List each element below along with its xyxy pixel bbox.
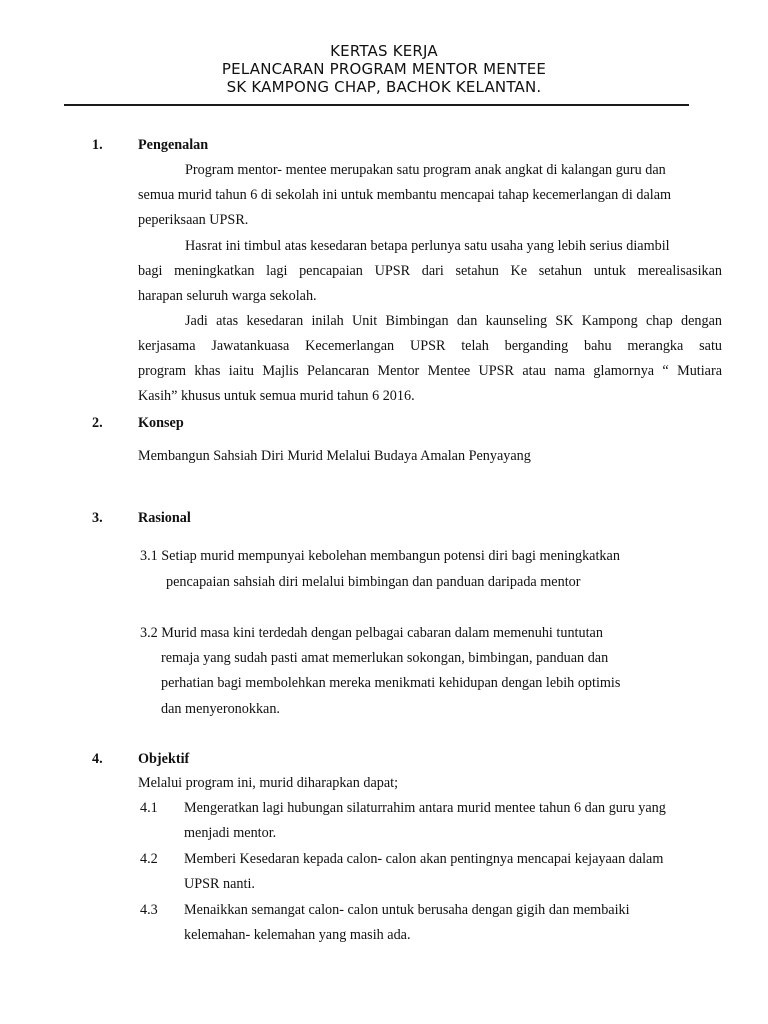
- s1-p2-line-2: bagi meningkatkan lagi pencapaian UPSR dari setahun Ke setahun untuk merealisasikan: [138, 263, 722, 279]
- section-3-number: 3.: [92, 510, 103, 526]
- section-3-title: Rasional: [138, 510, 191, 526]
- s1-p1-line-2: semua murid tahun 6 di sekolah ini untuk membantu mencapai tahap kecemerlangan di dalam: [138, 187, 672, 203]
- s4-item-2-number: 4.2: [140, 851, 158, 867]
- section-4-number: 4.: [92, 751, 103, 767]
- doc-title-line-1: KERTAS KERJA: [330, 42, 438, 60]
- s1-p2-line-3: harapan seluruh warga sekolah.: [138, 288, 317, 304]
- s1-p1-line-3: peperiksaan UPSR.: [138, 212, 249, 228]
- header-divider: [64, 104, 689, 106]
- s4-item-3-number: 4.3: [140, 902, 158, 918]
- s4-item-2-line-2: UPSR nanti.: [184, 876, 255, 892]
- doc-title-line-3: SK KAMPONG CHAP, BACHOK KELANTAN.: [226, 78, 542, 96]
- section-4-intro: Melalui program ini, murid diharapkan dapat;: [138, 775, 399, 791]
- s3-item-2-line-4: dan menyeronokkan.: [161, 701, 280, 717]
- s1-p2-line-1: Hasrat ini timbul atas kesedaran betapa perlunya satu usaha yang lebih serius diambil: [185, 238, 670, 254]
- s4-item-1-line-1: Mengeratkan lagi hubungan silaturrahim antara murid mentee tahun 6 dan guru yang: [184, 800, 666, 816]
- s4-item-3-line-1: Menaikkan semangat calon- calon untuk berusaha dengan gigih dan membaiki: [184, 902, 630, 918]
- doc-title-line-2: PELANCARAN PROGRAM MENTOR MENTEE: [221, 60, 547, 78]
- s3-item-1-line-1: 3.1 Setiap murid mempunyai kebolehan membangun potensi diri bagi meningkatkan: [140, 548, 620, 564]
- s1-p3-line-4: Kasih” khusus untuk semua murid tahun 6 2016.: [138, 388, 415, 404]
- s4-item-3-line-2: kelemahan- kelemahan yang masih ada.: [184, 927, 411, 943]
- s1-p1-line-1: Program mentor- mentee merupakan satu program anak angkat di kalangan guru dan: [185, 162, 666, 178]
- section-2-title: Konsep: [138, 415, 184, 431]
- s1-p3-line-1: Jadi atas kesedaran inilah Unit Bimbingan dan kaunseling SK Kampong chap dengan: [185, 313, 722, 329]
- s4-item-1-line-2: menjadi mentor.: [184, 825, 277, 841]
- section-1-title: Pengenalan: [138, 137, 209, 153]
- s3-item-2-line-1: 3.2 Murid masa kini terdedah dengan pelbagai cabaran dalam memenuhi tuntutan: [140, 625, 603, 641]
- section-1-number: 1.: [92, 137, 103, 153]
- s4-item-2-line-1: Memberi Kesedaran kepada calon- calon akan pentingnya mencapai kejayaan dalam: [184, 851, 664, 867]
- s3-item-2-line-2: remaja yang sudah pasti amat memerlukan sokongan, bimbingan, panduan dan: [161, 650, 609, 666]
- s1-p3-line-3: program khas iaitu Majlis Pelancaran Mentor Mentee UPSR atau nama glamornya “ Mutiara: [138, 363, 722, 379]
- section-2-number: 2.: [92, 415, 103, 431]
- s3-item-1-line-2: pencapaian sahsiah diri melalui bimbingan dan panduan daripada mentor: [166, 574, 581, 590]
- section-4-title: Objektif: [138, 751, 190, 767]
- s4-item-1-number: 4.1: [140, 800, 158, 816]
- section-2-text: Membangun Sahsiah Diri Murid Melalui Budaya Amalan Penyayang: [138, 448, 531, 464]
- s3-item-2-line-3: perhatian bagi membolehkan mereka menikmati kehidupan dengan lebih optimis: [161, 675, 621, 691]
- s1-p3-line-2: kerjasama Jawatankuasa Kecemerlangan UPSR telah berganding bahu merangka satu: [138, 338, 722, 354]
